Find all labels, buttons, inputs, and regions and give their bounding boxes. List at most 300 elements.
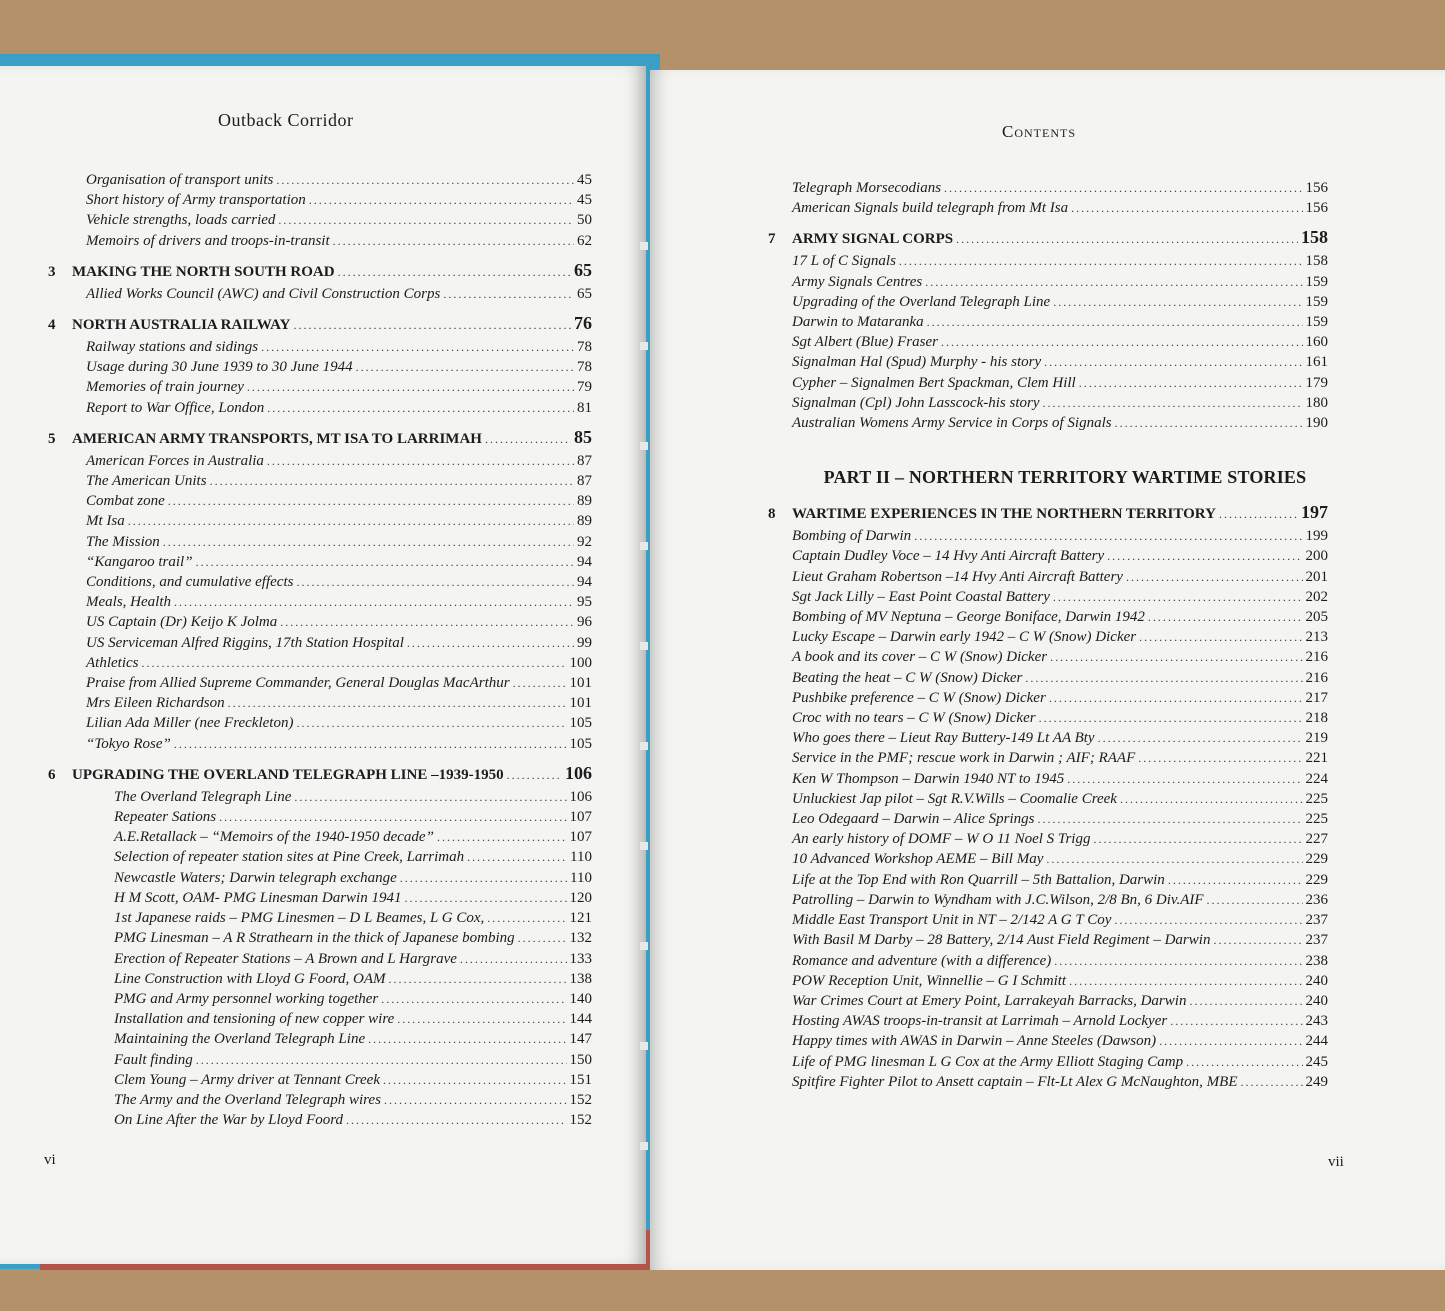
toc-page-number: 158 bbox=[1305, 253, 1328, 270]
toc-chapter bbox=[762, 500, 1328, 526]
toc-title: Mt Isa bbox=[86, 513, 125, 530]
toc-page-number: 65 bbox=[574, 259, 592, 280]
toc-page-number: 225 bbox=[1305, 811, 1328, 828]
toc-title: Newcastle Waters; Darwin telegraph exchange bbox=[114, 869, 397, 886]
dot-leader bbox=[1093, 829, 1302, 849]
toc-page-number: 95 bbox=[577, 594, 592, 611]
toc-title: Meals, Health bbox=[86, 594, 171, 611]
toc-chapter bbox=[42, 761, 592, 787]
toc-entry bbox=[762, 178, 1328, 198]
toc-page-number: 87 bbox=[577, 473, 592, 490]
dot-leader bbox=[261, 337, 574, 357]
dot-leader bbox=[1159, 1031, 1302, 1051]
toc-page-number: 179 bbox=[1305, 374, 1328, 391]
toc-list bbox=[762, 178, 1328, 1092]
toc-entry bbox=[42, 868, 592, 888]
toc-page-number: 243 bbox=[1305, 1013, 1328, 1030]
toc-title: MAKING THE NORTH SOUTH ROAD bbox=[72, 263, 335, 280]
toc-page-number: 229 bbox=[1305, 851, 1328, 868]
part-heading: PART II – NORTHERN TERRITORY WARTIME STORIES bbox=[823, 467, 1307, 488]
right-page bbox=[650, 70, 1445, 1270]
toc-chapter bbox=[762, 225, 1328, 251]
toc-entry bbox=[42, 231, 592, 251]
dot-leader bbox=[899, 251, 1303, 271]
toc-title: Middle East Transport Unit in NT – 2/142 A G T Coy bbox=[792, 912, 1112, 929]
toc-entry bbox=[762, 567, 1328, 587]
toc-title: Service in the PMF; rescue work in Darwin ; AIF; RAAF bbox=[792, 750, 1136, 767]
toc-page-number: 237 bbox=[1305, 912, 1328, 929]
toc-page-number: 180 bbox=[1305, 394, 1328, 411]
toc-title: Mrs Eileen Richardson bbox=[86, 695, 225, 712]
dot-leader bbox=[485, 427, 571, 451]
toc-title: Railway stations and sidings bbox=[86, 339, 259, 356]
toc-title: The Mission bbox=[86, 533, 160, 550]
dot-leader bbox=[1098, 728, 1303, 748]
toc-entry bbox=[762, 526, 1328, 546]
toc-title: Allied Works Council (AWC) and Civil Construction Corps bbox=[86, 285, 441, 302]
dot-leader bbox=[1053, 292, 1302, 312]
dot-leader bbox=[278, 210, 574, 230]
toc-page-number: 156 bbox=[1305, 200, 1328, 217]
dot-leader bbox=[487, 908, 566, 928]
dot-leader bbox=[1071, 198, 1302, 218]
toc-page-number: 218 bbox=[1305, 710, 1328, 727]
toc-entry bbox=[42, 949, 592, 969]
toc-entry bbox=[42, 451, 592, 471]
toc-page-number: 229 bbox=[1305, 871, 1328, 888]
toc-entry bbox=[42, 734, 592, 754]
toc-page-number: 150 bbox=[569, 1051, 592, 1068]
dot-leader bbox=[925, 272, 1302, 292]
toc-entry bbox=[762, 991, 1328, 1011]
toc-page-number: 81 bbox=[577, 399, 592, 416]
dot-leader bbox=[296, 572, 574, 592]
toc-title: The American Units bbox=[86, 473, 207, 490]
toc-page-number: 249 bbox=[1305, 1073, 1328, 1090]
dot-leader bbox=[267, 451, 574, 471]
toc-entry bbox=[762, 910, 1328, 930]
toc-entry bbox=[762, 668, 1328, 688]
toc-title: Australian Womens Army Service in Corps of Signals bbox=[792, 415, 1112, 432]
running-head: Contents bbox=[1002, 122, 1077, 141]
toc-page-number: 159 bbox=[1305, 293, 1328, 310]
dot-leader bbox=[296, 713, 566, 733]
toc-page-number: 236 bbox=[1305, 891, 1328, 908]
dot-leader bbox=[210, 471, 574, 491]
toc-title: PMG Linesman – A R Strathearn in the thick of Japanese bombing bbox=[114, 930, 515, 947]
toc-title: Ken W Thompson – Darwin 1940 NT to 1945 bbox=[792, 770, 1065, 787]
dot-leader bbox=[383, 1070, 567, 1090]
dot-leader bbox=[1046, 849, 1302, 869]
dot-leader bbox=[1170, 1011, 1302, 1031]
toc-entry bbox=[42, 673, 592, 693]
toc-chapter bbox=[42, 311, 592, 337]
dot-leader bbox=[944, 178, 1302, 198]
toc-entry bbox=[762, 769, 1328, 789]
toc-page-number: 107 bbox=[569, 809, 592, 826]
toc-title: US Serviceman Alfred Riggins, 17th Station Hospital bbox=[86, 634, 404, 651]
dot-leader bbox=[1213, 930, 1302, 950]
toc-entry bbox=[42, 398, 592, 418]
toc-page-number: 78 bbox=[577, 359, 592, 376]
toc-page-number: 152 bbox=[569, 1091, 592, 1108]
dot-leader bbox=[400, 868, 567, 888]
toc-title: Romance and adventure (with a difference) bbox=[792, 952, 1052, 969]
toc-page-number: 110 bbox=[570, 849, 592, 866]
toc-title: Army Signals Centres bbox=[792, 273, 923, 290]
toc-entry bbox=[762, 708, 1328, 728]
toc-entry bbox=[762, 1031, 1328, 1051]
toc-title: An early history of DOMF – W O 11 Noel S Trigg bbox=[792, 831, 1091, 848]
toc-page-number: 227 bbox=[1305, 831, 1328, 848]
dot-leader bbox=[196, 1050, 567, 1070]
toc-title: War Crimes Court at Emery Point, Larrakeyah Barracks, Darwin bbox=[792, 992, 1187, 1009]
toc-entry bbox=[42, 210, 592, 230]
toc-title: 17 L of C Signals bbox=[792, 253, 896, 270]
dot-leader bbox=[1025, 668, 1302, 688]
toc-page-number: 62 bbox=[577, 232, 592, 249]
dot-leader bbox=[280, 612, 574, 632]
dot-leader bbox=[397, 1009, 566, 1029]
dot-leader bbox=[228, 693, 567, 713]
toc-entry bbox=[42, 1090, 592, 1110]
toc-title: On Line After the War by Lloyd Foord bbox=[114, 1112, 344, 1129]
toc-page-number: 216 bbox=[1305, 669, 1328, 686]
toc-title: Leo Odegaard – Darwin – Alice Springs bbox=[792, 811, 1035, 828]
chapter-number: 7 bbox=[768, 231, 776, 248]
toc-title: PMG and Army personnel working together bbox=[114, 990, 379, 1007]
toc-page-number: 197 bbox=[1301, 502, 1328, 523]
toc-title: Conditions, and cumulative effects bbox=[86, 574, 294, 591]
dot-leader bbox=[1241, 1072, 1303, 1092]
toc-entry bbox=[762, 688, 1328, 708]
toc-title: Line Construction with Lloyd G Foord, OAM bbox=[114, 970, 386, 987]
toc-chapter bbox=[42, 258, 592, 284]
toc-page-number: 225 bbox=[1305, 790, 1328, 807]
toc-title: UPGRADING THE OVERLAND TELEGRAPH LINE –1939-1950 bbox=[72, 766, 504, 783]
toc-page-number: 45 bbox=[577, 192, 592, 209]
toc-page-number: 110 bbox=[570, 869, 592, 886]
toc-entry bbox=[42, 471, 592, 491]
toc-entry bbox=[762, 198, 1328, 218]
dot-leader bbox=[407, 633, 574, 653]
toc-entry bbox=[42, 552, 592, 572]
toc-title: Captain Dudley Voce – 14 Hvy Anti Aircraft Battery bbox=[792, 548, 1105, 565]
toc-page-number: 205 bbox=[1305, 609, 1328, 626]
toc-title: Lieut Graham Robertson –14 Hvy Anti Aircraft Battery bbox=[792, 568, 1123, 585]
toc-title: Croc with no tears – C W (Snow) Dicker bbox=[792, 710, 1036, 727]
toc-entry bbox=[42, 847, 592, 867]
toc-title: Praise from Allied Supreme Commander, General Douglas MacArthur bbox=[86, 675, 510, 692]
toc-entry bbox=[762, 870, 1328, 890]
dot-leader bbox=[437, 827, 567, 847]
toc-title: Signalman Hal (Spud) Murphy - his story bbox=[792, 354, 1042, 371]
toc-entry bbox=[42, 633, 592, 653]
toc-page-number: 94 bbox=[577, 553, 592, 570]
dot-leader bbox=[956, 227, 1298, 251]
toc-title: Athletics bbox=[86, 654, 139, 671]
toc-list bbox=[42, 170, 592, 1130]
toc-entry bbox=[42, 1070, 592, 1090]
toc-entry bbox=[42, 908, 592, 928]
dot-leader bbox=[309, 190, 574, 210]
toc-title: Spitfire Fighter Pilot to Ansett captain – Flt-Lt Alex G McNaughton, MBE bbox=[792, 1073, 1238, 1090]
dot-leader bbox=[356, 357, 574, 377]
toc-title: Beating the heat – C W (Snow) Dicker bbox=[792, 669, 1023, 686]
toc-page-number: 45 bbox=[577, 172, 592, 188]
toc-entry bbox=[762, 748, 1328, 768]
toc-title: Who goes there – Lieut Ray Buttery-149 Lt AA Bty bbox=[792, 730, 1095, 747]
toc-entry bbox=[42, 1029, 592, 1049]
toc-page-number: 87 bbox=[577, 452, 592, 469]
toc-title: Installation and tensioning of new copper wire bbox=[114, 1011, 395, 1028]
dot-leader bbox=[1168, 870, 1303, 890]
toc-title: Pushbike preference – C W (Snow) Dicker bbox=[792, 689, 1046, 706]
toc-entry bbox=[42, 989, 592, 1009]
toc-title: A.E.Retallack – “Memoirs of the 1940-1950 decade” bbox=[114, 829, 434, 846]
toc-page-number: 94 bbox=[577, 574, 592, 591]
toc-entry bbox=[762, 373, 1328, 393]
toc-entry bbox=[762, 312, 1328, 332]
toc-title: Maintaining the Overland Telegraph Line bbox=[114, 1031, 366, 1048]
toc-title: H M Scott, OAM- PMG Linesman Darwin 1941 bbox=[114, 889, 402, 906]
toc-page-number: 96 bbox=[577, 614, 592, 631]
toc-page-number: 190 bbox=[1305, 415, 1328, 432]
dot-leader bbox=[368, 1029, 566, 1049]
toc-page-number: 76 bbox=[574, 313, 592, 334]
dot-leader bbox=[927, 312, 1303, 332]
toc-page-number: 224 bbox=[1305, 770, 1328, 787]
dot-leader bbox=[389, 969, 567, 989]
toc-title: US Captain (Dr) Keijo K Jolma bbox=[86, 614, 278, 631]
toc-entry bbox=[762, 1052, 1328, 1072]
toc-entry bbox=[42, 653, 592, 673]
toc-entry bbox=[762, 829, 1328, 849]
dot-leader bbox=[381, 989, 566, 1009]
toc-page-number: 200 bbox=[1305, 548, 1328, 565]
toc-page-number: 106 bbox=[569, 788, 592, 805]
toc-title: Unluckiest Jap pilot – Sgt R.V.Wills – Coomalie Creek bbox=[792, 790, 1117, 807]
toc-page-number: 89 bbox=[577, 513, 592, 530]
dot-leader bbox=[507, 763, 562, 787]
toc-entry bbox=[762, 352, 1328, 372]
toc-entry bbox=[42, 491, 592, 511]
dot-leader bbox=[518, 928, 567, 948]
toc-page-number: 161 bbox=[1305, 354, 1328, 371]
toc-title: Report to War Office, London bbox=[86, 399, 265, 416]
toc-page-number: 65 bbox=[577, 285, 592, 302]
toc-page-number: 105 bbox=[569, 735, 592, 752]
toc-entry bbox=[42, 284, 592, 304]
toc-page-number: 99 bbox=[577, 634, 592, 651]
toc-entry bbox=[42, 1050, 592, 1070]
toc-title: Vehicle strengths, loads carried bbox=[86, 212, 276, 229]
toc-title: Lilian Ada Miller (nee Freckleton) bbox=[86, 715, 294, 732]
toc-page-number: 138 bbox=[569, 970, 592, 987]
dot-leader bbox=[1207, 890, 1303, 910]
dot-leader bbox=[174, 592, 574, 612]
dot-leader bbox=[142, 653, 567, 673]
toc-title: With Basil M Darby – 28 Battery, 2/14 Aust Field Regiment – Darwin bbox=[792, 932, 1211, 949]
toc-title: Short history of Army transportation bbox=[86, 192, 306, 209]
toc-page-number: 219 bbox=[1305, 730, 1328, 747]
toc-title: The Army and the Overland Telegraph wires bbox=[114, 1091, 381, 1108]
toc-entry bbox=[42, 1110, 592, 1130]
dot-leader bbox=[267, 398, 574, 418]
toc-entry bbox=[42, 592, 592, 612]
toc-page-number: 238 bbox=[1305, 952, 1328, 969]
toc-entry bbox=[762, 728, 1328, 748]
dot-leader bbox=[219, 807, 566, 827]
toc-page-number: 105 bbox=[569, 715, 592, 732]
dot-leader bbox=[338, 260, 571, 284]
toc-entry bbox=[762, 292, 1328, 312]
toc-page-number: 217 bbox=[1305, 689, 1328, 706]
toc-title: “Kangaroo trail” bbox=[86, 553, 193, 570]
toc-entry bbox=[42, 572, 592, 592]
toc-entry bbox=[762, 587, 1328, 607]
toc-entry bbox=[762, 890, 1328, 910]
toc-entry bbox=[762, 546, 1328, 566]
toc-title: Memoirs of drivers and troops-in-transit bbox=[86, 232, 330, 249]
dot-leader bbox=[1120, 789, 1303, 809]
dot-leader bbox=[1189, 991, 1302, 1011]
dot-leader bbox=[467, 847, 567, 867]
dot-leader bbox=[513, 673, 567, 693]
toc-title: Repeater Sations bbox=[114, 809, 217, 826]
toc-page-number: 121 bbox=[569, 910, 592, 927]
toc-title: Sgt Jack Lilly – East Point Coastal Battery bbox=[792, 588, 1050, 605]
toc-page-number: 244 bbox=[1305, 1033, 1328, 1050]
toc-title: Life at the Top End with Ron Quarrill – 5th Battalion, Darwin bbox=[792, 871, 1165, 888]
toc-page-number: 151 bbox=[569, 1071, 592, 1088]
toc-page-number: 147 bbox=[569, 1031, 592, 1048]
toc-entry bbox=[42, 928, 592, 948]
toc-entry bbox=[42, 787, 592, 807]
dot-leader bbox=[1053, 587, 1303, 607]
toc-entry bbox=[762, 1072, 1328, 1092]
toc-title: “Tokyo Rose” bbox=[86, 735, 171, 752]
toc-entry bbox=[762, 951, 1328, 971]
dot-leader bbox=[1148, 607, 1303, 627]
dot-leader bbox=[1139, 627, 1302, 647]
toc-title: ARMY SIGNAL CORPS bbox=[792, 231, 954, 248]
chapter-number: 5 bbox=[48, 430, 56, 447]
toc-page-number: 92 bbox=[577, 533, 592, 550]
toc-page-number: 101 bbox=[569, 675, 592, 692]
page-number: vii bbox=[1328, 1154, 1344, 1170]
chapter-number: 6 bbox=[48, 766, 56, 783]
toc-entry bbox=[42, 377, 592, 397]
toc-title: Happy times with AWAS in Darwin – Anne Steeles (Dawson) bbox=[792, 1033, 1157, 1050]
dot-leader bbox=[247, 377, 574, 397]
toc-title: American Forces in Australia bbox=[86, 452, 264, 469]
toc-title: Bombing of MV Neptuna – George Boniface, Darwin 1942 bbox=[792, 609, 1145, 626]
dot-leader bbox=[1186, 1052, 1302, 1072]
toc-page-number: 221 bbox=[1305, 750, 1328, 767]
toc-title: Erection of Repeater Stations – A Brown and L Hargrave bbox=[114, 950, 457, 967]
toc-page-number: 106 bbox=[565, 762, 592, 783]
toc-entry bbox=[42, 357, 592, 377]
toc-title: A book and its cover – C W (Snow) Dicker bbox=[792, 649, 1048, 666]
toc-title: Hosting AWAS troops-in-transit at Larrimah – Arnold Lockyer bbox=[792, 1013, 1168, 1030]
toc-entry bbox=[762, 789, 1328, 809]
toc-page-number: 79 bbox=[577, 379, 592, 396]
running-head: Outback Corridor bbox=[218, 110, 354, 130]
toc-page-number: 50 bbox=[577, 212, 592, 229]
toc-page-number: 240 bbox=[1305, 992, 1328, 1009]
toc-page-number: 100 bbox=[569, 654, 592, 671]
toc-page-number: 201 bbox=[1305, 568, 1328, 585]
toc-entry bbox=[42, 969, 592, 989]
dot-leader bbox=[1067, 769, 1302, 789]
dot-leader bbox=[128, 511, 574, 531]
toc-title: Clem Young – Army driver at Tennant Creek bbox=[114, 1071, 380, 1088]
toc-page-number: 132 bbox=[569, 930, 592, 947]
toc-page-number: 89 bbox=[577, 493, 592, 510]
toc-title: Fault finding bbox=[114, 1051, 193, 1068]
dot-leader bbox=[1138, 748, 1302, 768]
toc-title: Usage during 30 June 1939 to 30 June 1944 bbox=[86, 359, 353, 376]
dot-leader bbox=[1044, 352, 1302, 372]
toc-entry bbox=[42, 337, 592, 357]
dot-leader bbox=[941, 332, 1303, 352]
dot-leader bbox=[443, 284, 574, 304]
toc-entry bbox=[762, 849, 1328, 869]
dot-leader bbox=[1219, 502, 1298, 526]
dot-leader bbox=[404, 888, 566, 908]
toc-page-number: 213 bbox=[1305, 629, 1328, 646]
dot-leader bbox=[163, 532, 574, 552]
toc-entry bbox=[42, 511, 592, 531]
toc-entry bbox=[42, 1009, 592, 1029]
toc-entry bbox=[762, 647, 1328, 667]
dot-leader bbox=[1115, 413, 1303, 433]
toc-chapter bbox=[42, 425, 592, 451]
dot-leader bbox=[1049, 688, 1303, 708]
toc-entry bbox=[762, 627, 1328, 647]
toc-page-number: 159 bbox=[1305, 314, 1328, 331]
toc-entry bbox=[42, 532, 592, 552]
toc-entry bbox=[42, 888, 592, 908]
toc-page-number: 85 bbox=[574, 426, 592, 447]
dot-leader bbox=[1039, 708, 1303, 728]
toc-title: 1st Japanese raids – PMG Linesmen – D L Beames, L G Cox, bbox=[114, 910, 485, 927]
toc-title: Organisation of transport units bbox=[86, 172, 274, 188]
dot-leader bbox=[1050, 647, 1302, 667]
toc-page-number: 160 bbox=[1305, 334, 1328, 351]
toc-title: Memories of train journey bbox=[86, 379, 244, 396]
toc-title: NORTH AUSTRALIA RAILWAY bbox=[72, 317, 291, 334]
toc-page-number: 240 bbox=[1305, 972, 1328, 989]
dot-leader bbox=[1126, 567, 1303, 587]
toc-page-number: 133 bbox=[569, 950, 592, 967]
toc-entry bbox=[762, 809, 1328, 829]
toc-title: Telegraph Morsecodians bbox=[792, 180, 942, 196]
dot-leader bbox=[1079, 373, 1303, 393]
toc-page-number: 107 bbox=[569, 829, 592, 846]
toc-entry bbox=[762, 413, 1328, 433]
toc-entry bbox=[762, 930, 1328, 950]
toc-page-number: 199 bbox=[1305, 528, 1328, 545]
toc-page-number: 140 bbox=[569, 990, 592, 1007]
toc-title: AMERICAN ARMY TRANSPORTS, MT ISA TO LARRIMAH bbox=[72, 430, 482, 447]
dot-leader bbox=[168, 491, 574, 511]
dot-leader bbox=[174, 734, 567, 754]
toc-entry bbox=[42, 713, 592, 733]
toc-entry bbox=[762, 393, 1328, 413]
toc-entry bbox=[42, 807, 592, 827]
